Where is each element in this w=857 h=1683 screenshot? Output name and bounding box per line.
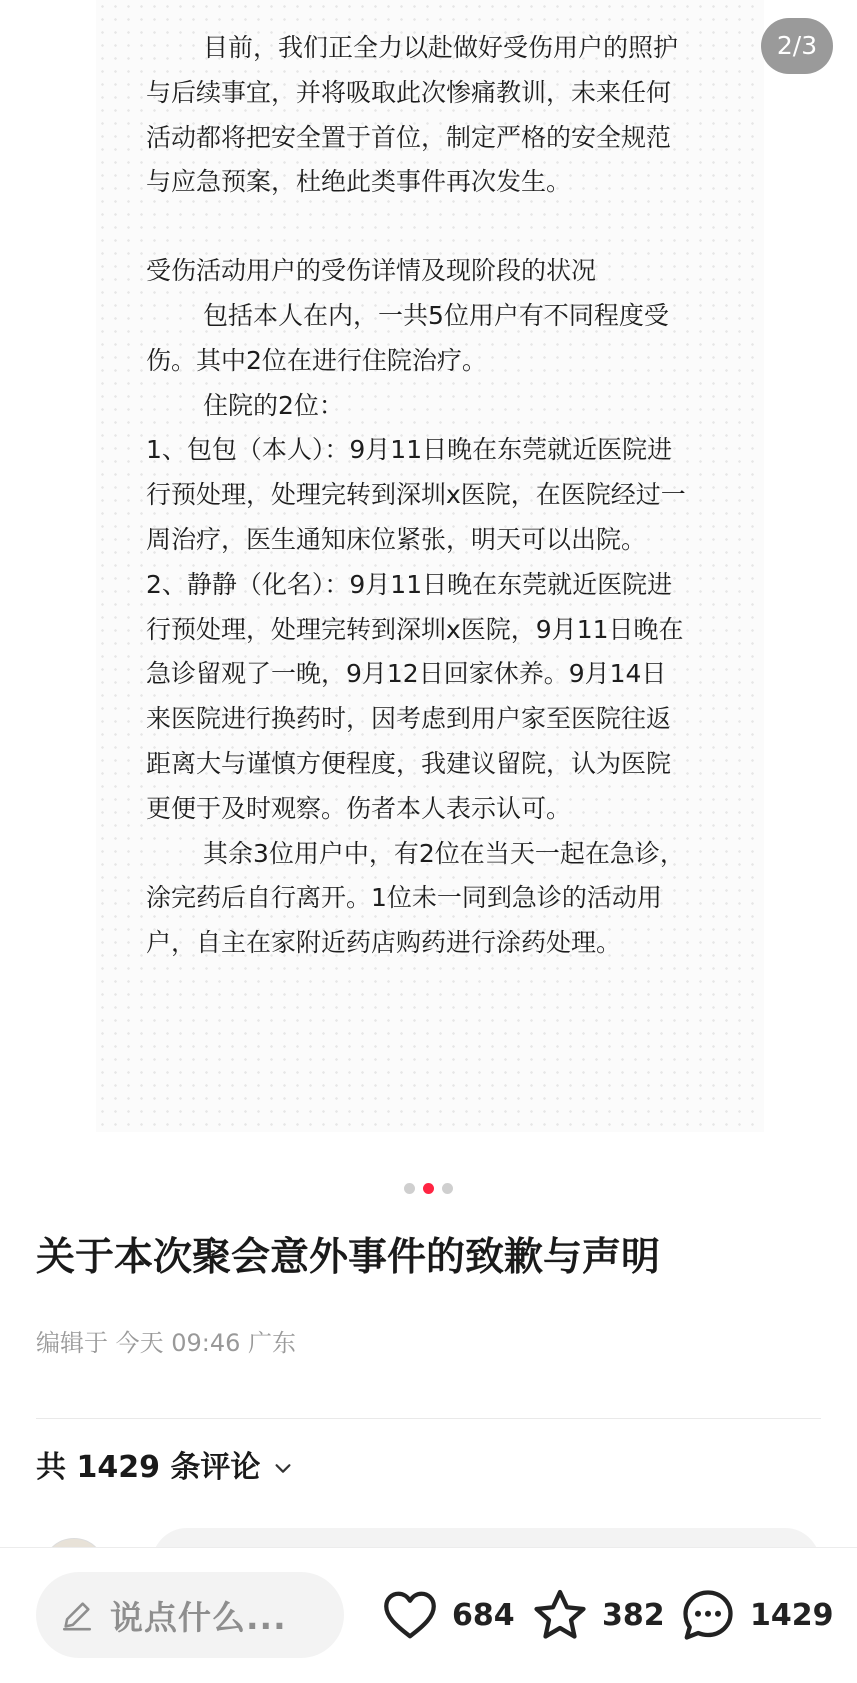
- comment-input[interactable]: [36, 1572, 344, 1658]
- image-paragraph: 住院的2位：: [203, 390, 344, 420]
- carousel-dot-active[interactable]: [423, 1183, 434, 1194]
- image-text-body: [146, 26, 686, 966]
- note-image: [96, 0, 764, 1132]
- heart-icon: [380, 1585, 440, 1645]
- page-counter-badge: 2/3: [761, 18, 833, 74]
- image-paragraph: 2、静静（化名）：9月11日晚在东莞就近医院进行预处理，处理完转到深圳x医院，9月11日晚在急诊留观了一晚，9月12日回家休养。9月14日来医院进行换药时，因考虑到用户家至医院往返距离大与谨慎方便程度，我建议留院，认为医院更便于及时观察。伤者本人表示认可。: [146, 569, 684, 823]
- comment-button[interactable]: [678, 1578, 834, 1652]
- comments-sort-toggle[interactable]: [36, 1446, 294, 1490]
- bottom-action-bar: [0, 1547, 857, 1683]
- pencil-icon: [60, 1598, 94, 1632]
- image-paragraph: 1、包包（本人）：9月11日晚在东莞就近医院进行预处理，处理完转到深圳x医院，在医院经过一周治疗，医生通知床位紧张，明天可以出院。: [146, 435, 686, 554]
- image-paragraph: 目前，我们正全力以赴做好受伤用户的照护与后续事宜，并将吸取此次惨痛教训，未来任何活动都将把安全置于首位，制定严格的安全规范与应急预案，杜绝此类事件再次发生。: [146, 33, 679, 197]
- image-paragraph-heading: 受伤活动用户的受伤详情及现阶段的状况: [146, 256, 597, 286]
- image-paragraph: 包括本人在内，一共5位用户有不同程度受伤。其中2位在进行住院治疗。: [146, 300, 669, 375]
- post-meta: 编辑于 今天 09:46 广东: [36, 1329, 297, 1357]
- collect-count: 382: [602, 1597, 665, 1633]
- carousel-dot[interactable]: [442, 1183, 453, 1194]
- chevron-down-icon: [272, 1457, 294, 1479]
- like-count: 684: [452, 1597, 515, 1633]
- post-title: 关于本次聚会意外事件的致歉与声明: [36, 1235, 661, 1280]
- like-button[interactable]: [380, 1578, 515, 1652]
- carousel-dots: [0, 1183, 857, 1195]
- comment-count: 1429: [750, 1597, 834, 1633]
- comment-input-placeholder: 说点什么...: [110, 1597, 287, 1637]
- collect-button[interactable]: [530, 1578, 665, 1652]
- comment-bubble-icon: [678, 1585, 738, 1645]
- divider: [36, 1418, 821, 1419]
- carousel-dot[interactable]: [404, 1183, 415, 1194]
- image-paragraph: 其余3位用户中，有2位在当天一起在急诊，涂完药后自行离开。1位未一同到急诊的活动用户，自主在家附近药店购药进行涂药处理。: [146, 838, 685, 958]
- comments-count-label: 共 1429 条评论: [36, 1450, 261, 1485]
- star-icon: [530, 1585, 590, 1645]
